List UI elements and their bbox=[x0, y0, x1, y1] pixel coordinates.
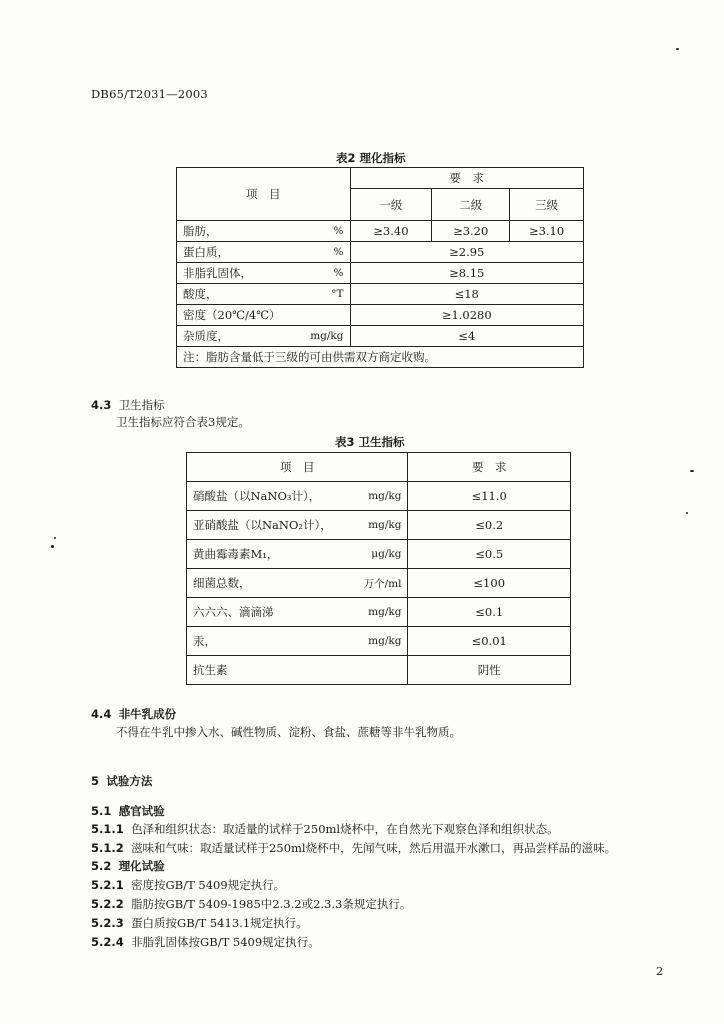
section-text: 密度按GB/T 5409规定执行。 bbox=[131, 878, 286, 892]
table-row bbox=[177, 326, 584, 347]
table2 bbox=[176, 167, 584, 368]
section-5-2-4 bbox=[91, 934, 320, 950]
table-row bbox=[177, 242, 584, 263]
row-unit: mg/kg bbox=[368, 635, 402, 647]
table-row bbox=[187, 511, 571, 540]
row-value: ≥2.95 bbox=[350, 242, 584, 263]
scan-speck bbox=[54, 537, 56, 539]
row-item: 杂质度， bbox=[183, 329, 229, 343]
section-number: 5.2 bbox=[91, 859, 112, 873]
table2-caption: 表2 理化指标 bbox=[336, 151, 406, 165]
table-row bbox=[177, 221, 584, 242]
table2-note: 注：脂肪含量低于三级的可由供需双方商定收购。 bbox=[177, 347, 584, 368]
section-5-1-heading bbox=[91, 803, 165, 819]
row-item: 脂肪， bbox=[183, 224, 218, 238]
row-unit: % bbox=[333, 267, 344, 279]
section-5-1-1 bbox=[91, 821, 559, 837]
section-title: 理化试验 bbox=[118, 859, 165, 873]
table2-grade-2: 二级 bbox=[432, 189, 510, 221]
section-5-2-heading bbox=[91, 858, 165, 874]
table-row bbox=[187, 627, 571, 656]
table2-grade-3: 三级 bbox=[510, 189, 584, 221]
table-row bbox=[177, 305, 584, 326]
section-5-2-2 bbox=[91, 896, 411, 912]
section-4-3-heading bbox=[91, 397, 165, 413]
row-item: 汞， bbox=[193, 634, 216, 648]
row-item: 非脂乳固体， bbox=[183, 266, 252, 280]
scan-speck bbox=[686, 512, 688, 514]
section-4-3-text: 卫生指标应符合表3规定。 bbox=[116, 415, 250, 429]
section-5-heading bbox=[91, 773, 152, 789]
scan-speck bbox=[51, 545, 54, 548]
section-title: 非牛乳成份 bbox=[118, 707, 177, 721]
section-text: 滋味和气味：取适量试样于250ml烧杯中，先闻气味，然后用温开水漱口，再品尝样品的滋味。 bbox=[131, 841, 617, 855]
table-row bbox=[187, 482, 571, 511]
row-value: ≤0.2 bbox=[408, 511, 571, 540]
section-title: 试验方法 bbox=[106, 774, 153, 788]
section-number: 5.2.3 bbox=[91, 916, 124, 930]
row-item: 密度（20℃/4℃） bbox=[183, 308, 281, 322]
row-unit: μg/kg bbox=[371, 548, 402, 560]
table2-item-header: 项 目 bbox=[177, 168, 351, 221]
section-number: 5.2.2 bbox=[91, 897, 124, 911]
section-number: 5.1.1 bbox=[91, 822, 124, 836]
section-number: 4.4 bbox=[91, 707, 112, 721]
section-number: 5.1 bbox=[91, 804, 112, 818]
scan-speck bbox=[690, 470, 694, 472]
section-4-4-text: 不得在牛乳中掺入水、碱性物质、淀粉、食盐、蔗糖等非牛乳物质。 bbox=[116, 725, 461, 739]
section-number: 5.2.4 bbox=[91, 935, 124, 949]
document-header: DB65/T2031—2003 bbox=[91, 87, 208, 101]
row-value: ≤11.0 bbox=[408, 482, 571, 511]
section-number: 5.2.1 bbox=[91, 878, 124, 892]
row-item: 蛋白质， bbox=[183, 245, 229, 259]
section-5-1-2 bbox=[91, 840, 616, 856]
row-value: ≤100 bbox=[408, 569, 571, 598]
row-value: ≤0.1 bbox=[408, 598, 571, 627]
section-text: 色泽和组织状态：取适量的试样于250ml烧杯中，在自然光下观察色泽和组织状态。 bbox=[131, 822, 559, 836]
table-row bbox=[187, 598, 571, 627]
row-unit: % bbox=[333, 246, 344, 258]
section-number: 5.1.2 bbox=[91, 841, 124, 855]
row-unit: mg/kg bbox=[368, 519, 402, 531]
row-unit: 万个/ml bbox=[363, 577, 402, 590]
section-title: 感官试验 bbox=[118, 804, 165, 818]
row-value: ≥8.15 bbox=[350, 263, 584, 284]
row-unit: mg/kg bbox=[368, 606, 402, 618]
table-row bbox=[187, 540, 571, 569]
table3-item-header: 项 目 bbox=[187, 453, 408, 482]
table3-req-header: 要 求 bbox=[408, 453, 571, 482]
row-value: ≥1.0280 bbox=[350, 305, 584, 326]
row-value: ≤0.5 bbox=[408, 540, 571, 569]
table-row bbox=[187, 656, 571, 685]
scan-speck bbox=[676, 48, 679, 50]
row-unit: mg/kg bbox=[368, 490, 402, 502]
row-item: 六六六、滴滴涕 bbox=[193, 605, 274, 619]
row-value: ≥3.40 bbox=[350, 221, 432, 242]
row-value: ≤0.01 bbox=[408, 627, 571, 656]
table-row bbox=[177, 284, 584, 305]
section-5-2-3 bbox=[91, 915, 308, 931]
table3 bbox=[186, 452, 571, 685]
row-unit: % bbox=[333, 225, 344, 237]
row-value: ≤4 bbox=[350, 326, 584, 347]
row-item: 亚硝酸盐（以NaNO₂计）， bbox=[193, 518, 332, 532]
section-5-2-1 bbox=[91, 877, 285, 893]
section-text: 脂肪按GB/T 5409-1985中2.3.2或2.3.3条规定执行。 bbox=[131, 897, 412, 911]
row-unit: °T bbox=[331, 288, 344, 300]
row-item: 黄曲霉毒素M₁， bbox=[193, 547, 279, 561]
row-value: ≤18 bbox=[350, 284, 584, 305]
section-number: 5 bbox=[91, 774, 100, 788]
row-item: 抗生素 bbox=[193, 663, 228, 677]
section-text: 蛋白质按GB/T 5413.1规定执行。 bbox=[131, 916, 308, 930]
section-title: 卫生指标 bbox=[118, 398, 165, 412]
row-value: ≥3.20 bbox=[432, 221, 510, 242]
row-value: 阴性 bbox=[408, 656, 571, 685]
row-item: 酸度， bbox=[183, 287, 218, 301]
row-unit: mg/kg bbox=[310, 330, 344, 342]
section-number: 4.3 bbox=[91, 398, 112, 412]
table-row bbox=[187, 569, 571, 598]
row-value: ≥3.10 bbox=[510, 221, 584, 242]
section-4-4-heading bbox=[91, 706, 176, 722]
table-row bbox=[177, 263, 584, 284]
section-text: 非脂乳固体按GB/T 5409规定执行。 bbox=[131, 935, 320, 949]
row-item: 硝酸盐（以NaNO₃计）， bbox=[193, 489, 321, 503]
row-item: 细菌总数， bbox=[193, 576, 251, 590]
page-number: 2 bbox=[656, 964, 664, 978]
table3-caption: 表3 卫生指标 bbox=[335, 435, 405, 449]
table2-grade-1: 一级 bbox=[350, 189, 432, 221]
table2-req-header: 要 求 bbox=[350, 168, 584, 189]
